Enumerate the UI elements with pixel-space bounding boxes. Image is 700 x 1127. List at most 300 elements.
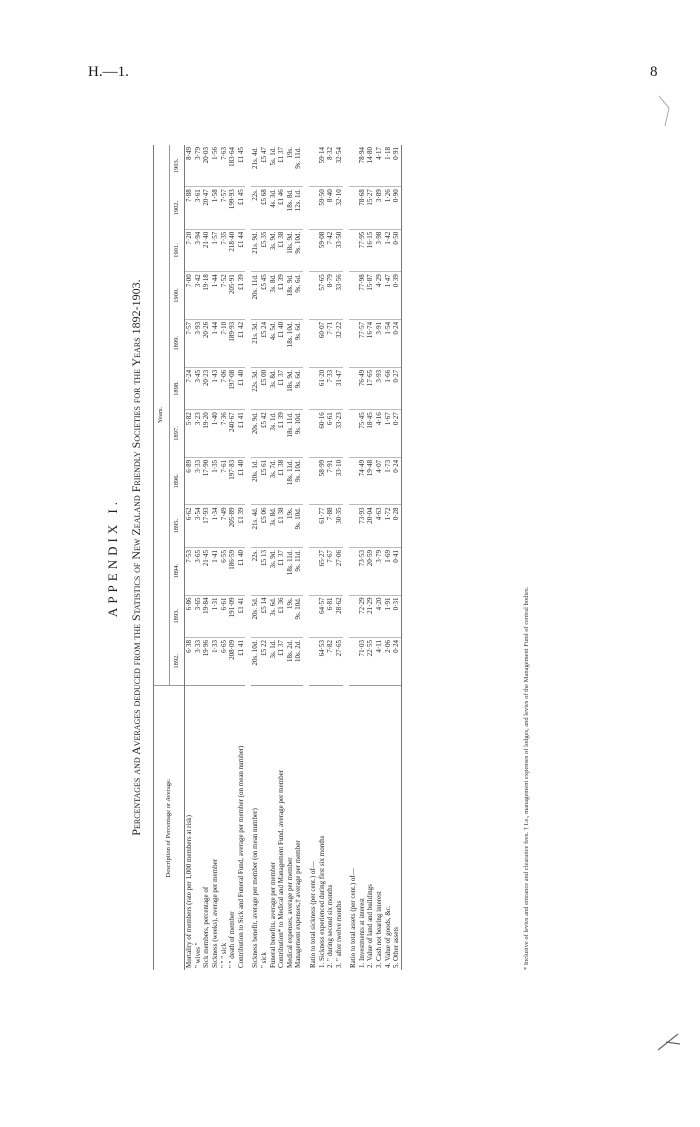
- value-cell: 4·11: [375, 638, 384, 686]
- value-cell: 6·38: [185, 638, 194, 686]
- value-cell: 7·35: [220, 229, 229, 271]
- value-cell: 197·08: [228, 367, 237, 409]
- value-cell: 3·33: [194, 638, 203, 686]
- value-cell: 60·16: [318, 410, 327, 458]
- value-cell: [349, 367, 358, 409]
- value-cell: £5 68: [260, 187, 269, 229]
- value-cell: 59·14: [317, 147, 326, 164]
- value-cell: £1 37: [277, 638, 286, 686]
- value-cell: 78·94: [357, 147, 366, 164]
- value-cell: £1 39: [237, 505, 246, 547]
- value-cell: 4·29: [375, 272, 384, 320]
- year-header: 1900.: [169, 272, 185, 320]
- value-cell: 58·99: [318, 457, 327, 505]
- value-cell: [309, 410, 318, 458]
- value-cell: [349, 145, 358, 187]
- row-label: Funeral benefits, average per member: [269, 686, 278, 971]
- value-cell: 20s. 11d.: [251, 272, 260, 320]
- value-cell: 6·61: [326, 410, 335, 458]
- value-cell: 6·55: [220, 547, 229, 595]
- row-label: 1. Investments at interest: [358, 686, 367, 971]
- value-cell: [349, 547, 358, 595]
- value-cell: 3s. 8d.: [269, 272, 278, 320]
- value-cell: 30·35: [335, 505, 344, 547]
- statistics-table: [153, 145, 402, 970]
- year-header: 1898.: [169, 367, 185, 409]
- value-cell: 1·47: [384, 272, 393, 320]
- table-row: [294, 145, 303, 970]
- value-cell: 9s. 6d.: [294, 367, 303, 409]
- value-cell: 4·20: [375, 595, 384, 637]
- value-cell: 6·62: [185, 505, 194, 547]
- value-cell: 7·88: [185, 187, 194, 229]
- value-cell: 78·68: [358, 187, 367, 229]
- value-cell: 5·82: [185, 410, 194, 458]
- row-label: Sick members, percentage of: [202, 686, 211, 971]
- value-cell: £5 13: [260, 547, 269, 595]
- footnote: * Inclusive of levies and entrance and clearance fees. † I.e., management expenses of lodges, and levies of the Management Fund of central bodies.: [523, 586, 530, 970]
- value-cell: 10s. 2d.: [294, 638, 303, 686]
- value-cell: £5 42: [260, 410, 269, 458]
- value-cell: 1·67: [384, 410, 393, 458]
- value-cell: 21·40: [202, 229, 211, 271]
- value-cell: 4·17: [375, 147, 384, 160]
- value-cell: 18s. 9d.: [286, 272, 295, 320]
- value-cell: 76·49: [358, 367, 367, 409]
- value-cell: 7·67: [326, 547, 335, 595]
- row-label: Ratio to total sickness (per cent.) of—: [309, 686, 318, 971]
- value-cell: 2·06: [384, 638, 393, 686]
- row-label: Mortality of members (rate per 1,000 members at risk): [185, 686, 194, 971]
- value-cell: 7·88: [326, 505, 335, 547]
- value-cell: 1·42: [384, 229, 393, 271]
- value-cell: 208·09: [228, 638, 237, 686]
- value-cell: 9s. 10d.: [294, 457, 303, 505]
- value-cell: 1·91: [384, 595, 393, 637]
- value-cell: £1 38: [277, 457, 286, 505]
- table-row: [366, 145, 375, 970]
- years-header: Years.: [154, 145, 170, 686]
- year-header: 1901.: [169, 229, 185, 271]
- value-cell: 1·44: [211, 272, 220, 320]
- value-cell: £1 45: [236, 147, 245, 163]
- table-row: [251, 145, 260, 970]
- value-cell: £5 24: [260, 319, 269, 367]
- row-label: " " " sick: [220, 686, 229, 971]
- value-cell: [309, 457, 318, 505]
- value-cell: 9s. 11d.: [294, 547, 303, 595]
- value-cell: £1 38: [277, 505, 286, 547]
- value-cell: 61·77: [318, 505, 327, 547]
- value-cell: 18s. 11d.: [286, 547, 295, 595]
- value-cell: 22s. 3d.: [251, 367, 260, 409]
- value-cell: 16·74: [366, 319, 375, 367]
- value-cell: £1 41: [237, 410, 246, 458]
- value-cell: 4s. 5d.: [269, 319, 278, 367]
- value-cell: 9s. 6d.: [294, 272, 303, 320]
- value-cell: 3·79: [375, 547, 384, 595]
- value-cell: 3·94: [194, 229, 203, 271]
- value-cell: [349, 272, 358, 320]
- value-cell: 33·23: [335, 410, 344, 458]
- value-cell: 3·98: [375, 229, 384, 271]
- value-cell: 18s. 8d.: [286, 187, 295, 229]
- value-cell: 3·89: [375, 187, 384, 229]
- value-cell: 7·10: [220, 319, 229, 367]
- value-cell: 21s. 4d.: [251, 147, 260, 169]
- value-cell: £1 41: [237, 595, 246, 637]
- value-cell: 21·29: [366, 595, 375, 637]
- value-cell: 21s. 3d.: [251, 319, 260, 367]
- value-cell: 8·49: [185, 147, 194, 160]
- value-cell: 17·65: [366, 367, 375, 409]
- value-cell: 77·95: [358, 229, 367, 271]
- table-row: [358, 145, 367, 970]
- value-cell: 21s. 4d.: [251, 505, 260, 547]
- value-cell: 6·86: [185, 595, 194, 637]
- value-cell: £1 42: [237, 319, 246, 367]
- value-cell: 7·49: [220, 505, 229, 547]
- value-cell: 22s.: [251, 187, 260, 229]
- value-cell: 197·83: [228, 457, 237, 505]
- value-cell: £5 06: [260, 505, 269, 547]
- value-cell: [349, 187, 358, 229]
- value-cell: 3·93: [194, 319, 203, 367]
- value-cell: 7·06: [220, 367, 229, 409]
- value-cell: 22s.: [251, 547, 260, 595]
- value-cell: 1·72: [384, 505, 393, 547]
- value-cell: 20·23: [202, 367, 211, 409]
- value-cell: 183·64: [228, 147, 237, 167]
- value-cell: £1 40: [237, 547, 246, 595]
- value-cell: 3s. 1d.: [269, 638, 278, 686]
- value-cell: 6·89: [185, 457, 194, 505]
- value-cell: 3·65: [194, 595, 203, 637]
- value-cell: 77·57: [358, 319, 367, 367]
- row-label: 3. Cash not bearing interest: [375, 686, 384, 971]
- value-cell: 19·84: [202, 595, 211, 637]
- value-cell: 1·18: [383, 147, 392, 160]
- value-cell: [349, 319, 358, 367]
- value-cell: 57·65: [318, 272, 327, 320]
- value-cell: 0·27: [392, 410, 401, 458]
- value-cell: 19s.: [285, 147, 294, 159]
- value-cell: 20s. 10d.: [251, 638, 260, 686]
- value-cell: 6·65: [220, 638, 229, 686]
- table-row: [228, 145, 237, 970]
- table-row: [185, 145, 194, 970]
- table-row: [194, 145, 203, 970]
- value-cell: 7·82: [326, 638, 335, 686]
- value-cell: 3·91: [375, 319, 384, 367]
- value-cell: £5 14: [260, 595, 269, 637]
- row-label: Contribution to Sick and Funeral Fund, average per member (on mean number): [237, 686, 246, 971]
- table-row: [375, 145, 384, 970]
- value-cell: 18s. 11d.: [286, 457, 295, 505]
- value-cell: 18s. 2d.: [286, 638, 295, 686]
- value-cell: 33·50: [335, 229, 344, 271]
- value-cell: 0·28: [392, 505, 401, 547]
- value-cell: 3·93: [375, 367, 384, 409]
- value-cell: 7·33: [326, 367, 335, 409]
- row-label: 4. Value of goods, &c.: [384, 686, 393, 971]
- value-cell: 27·06: [335, 547, 344, 595]
- value-cell: £1 40: [277, 319, 286, 367]
- value-cell: 7·91: [326, 457, 335, 505]
- value-cell: 33·10: [335, 457, 344, 505]
- year-header: 1893.: [169, 595, 185, 637]
- value-cell: 73·53: [358, 547, 367, 595]
- value-cell: 1·57: [211, 229, 220, 271]
- value-cell: 3·61: [194, 187, 203, 229]
- value-cell: [349, 229, 358, 271]
- row-label: " wives ": [194, 686, 203, 971]
- table-row: [309, 145, 318, 970]
- value-cell: [309, 187, 318, 229]
- value-cell: £5 61: [260, 457, 269, 505]
- value-cell: 7·57: [220, 187, 229, 229]
- year-header: 1892.: [169, 638, 185, 686]
- scan-mark-icon: [655, 92, 685, 132]
- table-row: [237, 145, 246, 970]
- value-cell: £1 40: [237, 457, 246, 505]
- value-cell: 18s. 9d.: [286, 367, 295, 409]
- value-cell: 19s.: [286, 505, 295, 547]
- value-cell: 9s. 10d.: [294, 229, 303, 271]
- value-cell: 0·27: [392, 367, 401, 409]
- value-cell: 3s. 1d.: [269, 410, 278, 458]
- value-cell: [309, 229, 318, 271]
- value-cell: £1 39: [277, 272, 286, 320]
- value-cell: 61·20: [318, 367, 327, 409]
- value-cell: [309, 638, 318, 686]
- value-cell: 21s. 9d.: [251, 229, 260, 271]
- page-number: 8: [650, 64, 658, 80]
- value-cell: 1·26: [384, 187, 393, 229]
- value-cell: 9s. 11d.: [294, 147, 303, 169]
- value-cell: 4s. 3d.: [269, 187, 278, 229]
- value-cell: 28·62: [335, 595, 344, 637]
- value-cell: 9s. 10d.: [294, 410, 303, 458]
- value-cell: [309, 145, 318, 187]
- value-cell: 18s. 10d.: [286, 319, 295, 367]
- value-cell: 18s. 11d.: [286, 410, 295, 458]
- value-cell: 75·45: [358, 410, 367, 458]
- value-cell: 32·22: [335, 319, 344, 367]
- value-cell: 12s. 1d.: [294, 187, 303, 229]
- value-cell: 1·40: [211, 410, 220, 458]
- value-cell: 3s. 9d.: [269, 547, 278, 595]
- value-cell: 3s. 7d.: [269, 457, 278, 505]
- value-cell: £1 40: [237, 367, 246, 409]
- table-row: [335, 145, 344, 970]
- value-cell: 7·57: [185, 319, 194, 367]
- value-cell: 7·20: [185, 229, 194, 271]
- value-cell: 33·56: [335, 272, 344, 320]
- table-row: [277, 145, 286, 970]
- table-row: [326, 145, 335, 970]
- value-cell: 7·61: [220, 457, 229, 505]
- value-cell: 3s. 8d.: [269, 505, 278, 547]
- value-cell: 0·39: [392, 272, 401, 320]
- value-cell: 15·87: [366, 272, 375, 320]
- value-cell: 205·89: [228, 505, 237, 547]
- value-cell: 7·00: [185, 272, 194, 320]
- value-cell: 32·10: [335, 187, 344, 229]
- table-row: [211, 145, 220, 970]
- value-cell: 7·36: [220, 410, 229, 458]
- value-cell: 4·63: [375, 505, 384, 547]
- pen-mark-icon: [656, 1030, 686, 1054]
- value-cell: £5 00: [260, 367, 269, 409]
- value-cell: £1 37: [277, 367, 286, 409]
- value-cell: 7·24: [185, 367, 194, 409]
- value-cell: 19·18: [202, 272, 211, 320]
- year-header: 1903.: [169, 145, 185, 187]
- value-cell: 0·31: [392, 595, 401, 637]
- value-cell: [309, 367, 318, 409]
- value-cell: 3s. 6d.: [269, 595, 278, 637]
- value-cell: 19·20: [202, 410, 211, 458]
- row-label: 2. " during second six months: [326, 686, 335, 971]
- value-cell: 191·09: [228, 595, 237, 637]
- value-cell: 20·03: [202, 147, 211, 164]
- year-header: 1895.: [169, 505, 185, 547]
- value-cell: [309, 595, 318, 637]
- value-cell: 6·81: [326, 595, 335, 637]
- value-cell: £1 38: [277, 229, 286, 271]
- value-cell: 8·40: [326, 187, 335, 229]
- row-label: Medical expenses, average per member: [286, 686, 295, 971]
- value-cell: 17·90: [202, 457, 211, 505]
- value-cell: 3·79: [193, 147, 202, 160]
- value-cell: [309, 319, 318, 367]
- value-cell: 0·90: [392, 187, 401, 229]
- value-cell: 19·48: [366, 457, 375, 505]
- value-cell: 1·41: [211, 547, 220, 595]
- value-cell: £1 41: [237, 638, 246, 686]
- value-cell: 1·31: [211, 595, 220, 637]
- value-cell: 3·54: [194, 505, 203, 547]
- value-cell: 189·93: [228, 319, 237, 367]
- row-label: Sickness (weeks), average per member: [211, 686, 220, 971]
- value-cell: £1 37: [277, 147, 286, 163]
- value-cell: 1·33: [211, 638, 220, 686]
- appendix-sheet: [103, 105, 589, 1010]
- row-label: 1. Sickness experienced during first six months: [318, 686, 327, 971]
- value-cell: 64·57: [318, 595, 327, 637]
- value-cell: 73·93: [358, 505, 367, 547]
- value-cell: 0·24: [392, 457, 401, 505]
- value-cell: 1·54: [384, 319, 393, 367]
- value-cell: £5 47: [259, 147, 268, 163]
- year-header: 1897.: [169, 410, 185, 458]
- value-cell: 205·91: [228, 272, 237, 320]
- value-cell: 59·50: [318, 187, 327, 229]
- value-cell: 19·96: [202, 638, 211, 686]
- value-cell: 77·98: [358, 272, 367, 320]
- value-cell: 9s. 6d.: [294, 319, 303, 367]
- value-cell: 18·45: [366, 410, 375, 458]
- value-cell: 60·07: [318, 319, 327, 367]
- year-header: 1902.: [169, 187, 185, 229]
- page-title: Percentages and Averages deduced from the Statistics of New Zealand Friendly Societies for the Years 1892-1903.: [129, 279, 143, 836]
- value-cell: 7·63: [219, 147, 228, 160]
- value-cell: 3·33: [194, 457, 203, 505]
- description-header: Description of Percentage or Average.: [154, 686, 185, 971]
- value-cell: £1 39: [237, 272, 246, 320]
- table-row: [349, 145, 358, 970]
- value-cell: [349, 505, 358, 547]
- value-cell: 5s. 1d.: [268, 147, 277, 166]
- value-cell: 59·08: [318, 229, 327, 271]
- value-cell: £1 46: [277, 187, 286, 229]
- value-cell: 16·15: [366, 229, 375, 271]
- value-cell: 9s. 10d.: [294, 595, 303, 637]
- value-cell: 3·45: [194, 367, 203, 409]
- value-cell: £1 45: [237, 187, 246, 229]
- value-cell: 1·43: [211, 367, 220, 409]
- value-cell: £1 37: [277, 547, 286, 595]
- value-cell: [309, 547, 318, 595]
- row-label: Ratio to total assets (per cent.) of—: [349, 686, 358, 971]
- value-cell: 20·47: [202, 187, 211, 229]
- table-row: [384, 145, 393, 970]
- table-row: [220, 145, 229, 970]
- row-label: 2. Value of land and buildings: [366, 686, 375, 971]
- value-cell: 3·42: [194, 272, 203, 320]
- year-header: 1896.: [169, 457, 185, 505]
- value-cell: 20·59: [366, 547, 375, 595]
- value-cell: 14·80: [366, 147, 375, 164]
- value-cell: £1 39: [277, 410, 286, 458]
- value-cell: 0·91: [392, 145, 401, 187]
- value-cell: 0·24: [392, 638, 401, 686]
- value-cell: [349, 457, 358, 505]
- row-label: Contribution* to Medical and Management Fund, average per member: [277, 686, 286, 971]
- value-cell: 21·45: [202, 547, 211, 595]
- value-cell: 20s. 1d.: [251, 457, 260, 505]
- value-cell: 22·55: [366, 638, 375, 686]
- value-cell: 1·56: [210, 147, 219, 160]
- value-cell: [309, 505, 318, 547]
- value-cell: 240·67: [228, 410, 237, 458]
- value-cell: 186·59: [228, 547, 237, 595]
- value-cell: 8·79: [326, 272, 335, 320]
- value-cell: 9s. 10d.: [294, 505, 303, 547]
- value-cell: £5 35: [260, 229, 269, 271]
- value-cell: £5 22: [260, 638, 269, 686]
- table-row: [260, 145, 269, 970]
- value-cell: 1·58: [211, 187, 220, 229]
- row-label: Sickness benefit, average per member (on mean number): [251, 686, 260, 971]
- value-cell: 1·34: [211, 505, 220, 547]
- value-cell: £1 44: [237, 229, 246, 271]
- value-cell: [309, 272, 318, 320]
- row-label: Management expenses,† average per member: [294, 686, 303, 971]
- value-cell: 4·16: [375, 410, 384, 458]
- value-cell: 218·40: [228, 229, 237, 271]
- value-cell: 3·65: [194, 547, 203, 595]
- year-header: 1899.: [169, 319, 185, 367]
- value-cell: 20·26: [202, 319, 211, 367]
- value-cell: 1·69: [384, 547, 393, 595]
- value-cell: 17·93: [202, 505, 211, 547]
- value-cell: [349, 638, 358, 686]
- value-cell: 6·61: [220, 595, 229, 637]
- value-cell: 72·29: [358, 595, 367, 637]
- value-cell: 7·42: [326, 229, 335, 271]
